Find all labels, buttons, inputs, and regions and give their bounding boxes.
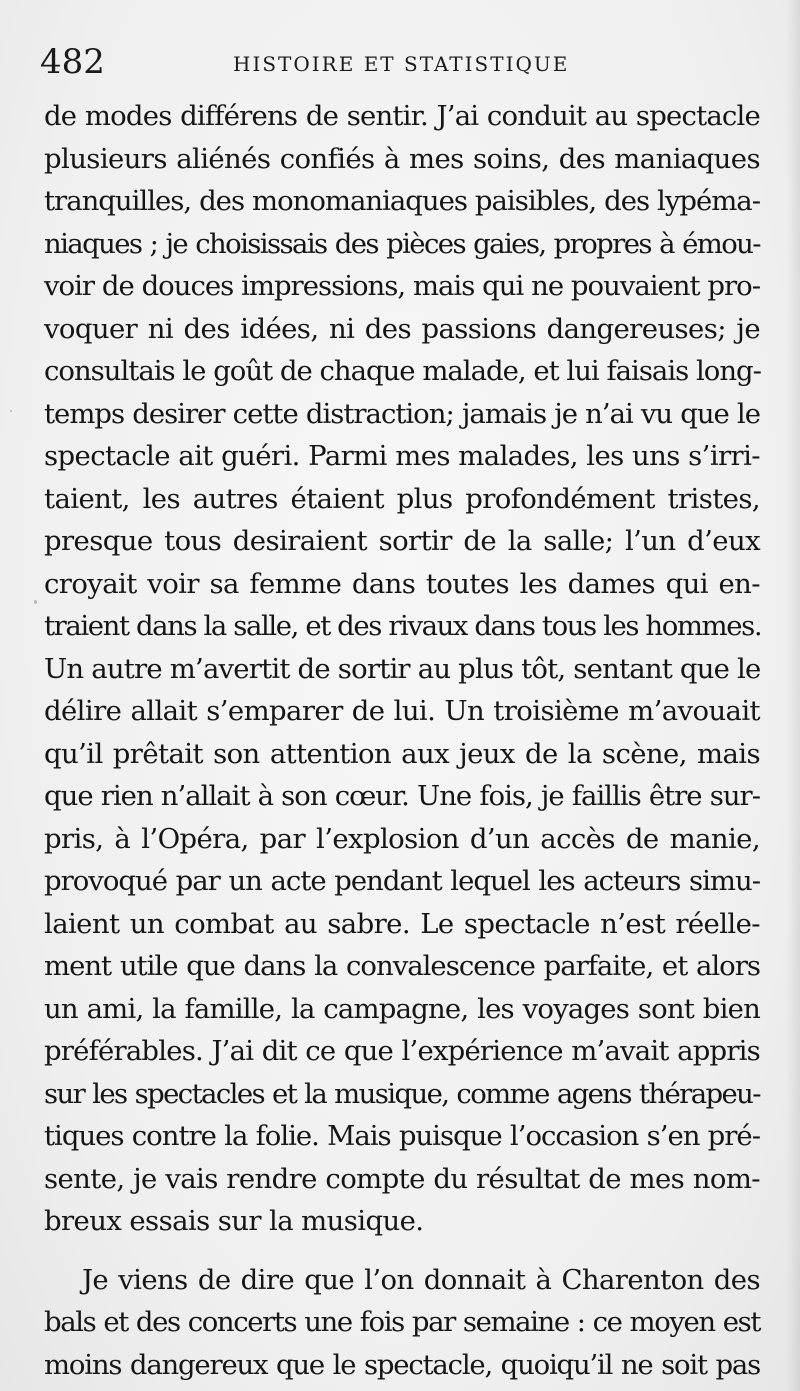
text-line: délire allait s’emparer de lui. Un troisième m’avouait: [44, 695, 760, 727]
paragraph: [44, 1259, 760, 1387]
page-header: [40, 42, 770, 82]
text-line: presque tous desiraient sortir de la salle; l’un d’eux: [44, 525, 760, 557]
text-line: breux essais sur la musique.: [44, 1205, 424, 1237]
text-line: voquer ni des idées, ni des passions dangereuses; je: [44, 312, 760, 345]
text-line: temps desirer cette distraction; jamais je n’ai vu que le: [44, 397, 760, 430]
text-line: niaques ; je choisissais des pièces gaies, propres à émou-: [44, 227, 760, 260]
text-line: de modes différens de sentir. J’ai conduit au spectacle: [44, 100, 760, 132]
text-line: plusieurs aliénés confiés à mes soins, des maniaques: [44, 142, 760, 175]
text-line: Un autre m’avertit de sortir au plus tôt, sentant que le: [44, 652, 761, 685]
text-line: qu’il prêtait son attention aux jeux de la scène, mais: [44, 737, 760, 770]
text-line: sente, je vais rendre compte du résultat de mes nom-: [44, 1162, 760, 1195]
paragraph: [44, 95, 760, 1243]
text-line: taient, les autres étaient plus profondément tristes,: [44, 482, 760, 515]
paper-speck: [418, 1330, 420, 1332]
text-line: moins dangereux que le spectacle, quoiqu’il ne soit pas: [44, 1348, 760, 1381]
paper-speck: [34, 600, 37, 604]
text-line: spectacle ait guéri. Parmi mes malades, les uns s’irri-: [44, 440, 760, 472]
running-head: HISTOIRE ET STATISTIQUE: [233, 52, 570, 76]
text-line: consultais le goût de chaque malade, et lui faisais long-: [44, 355, 761, 387]
paragraph-break: [44, 1243, 760, 1259]
text-line: pris, à l’Opéra, par l’explosion d’un accès de manie,: [44, 822, 760, 855]
text-line: croyait voir sa femme dans toutes les dames qui en-: [44, 567, 760, 600]
text-line: traient dans la salle, et des rivaux dans tous les hommes.: [44, 610, 762, 642]
text-line: Je viens de dire que l’on donnait à Charenton des: [82, 1263, 760, 1296]
text-line: sur les spectacles et la musique, comme agens thérapeu-: [44, 1077, 760, 1110]
text-line: bals et des concerts une fois par semaine : ce moyen est: [44, 1306, 760, 1338]
text-line: que rien n’allait à son cœur. Une fois, je faillis être sur-: [44, 780, 760, 812]
text-line: laient un combat au sabre. Le spectacle n’est réelle-: [44, 907, 760, 940]
text-line: tiques contre la folie. Mais puisque l’occasion s’en pré-: [44, 1120, 760, 1152]
text-line: préférables. J’ai dit ce que l’expérience m’avait appris: [44, 1035, 760, 1067]
page-gutter-shadow: [786, 0, 800, 1391]
page-number: 482: [40, 42, 105, 82]
body-text: [44, 95, 760, 1386]
text-line: voir de douces impressions, mais qui ne pouvaient pro-: [44, 270, 760, 302]
text-line: ment utile que dans la convalescence parfaite, et alors: [44, 950, 760, 982]
text-line: un ami, la famille, la campagne, les voyages sont bien: [44, 992, 760, 1025]
paper-speck: [10, 410, 12, 412]
text-line: tranquilles, des monomaniaques paisibles, des lypéma-: [44, 185, 760, 217]
text-line: provoqué par un acte pendant lequel les acteurs simu-: [44, 865, 760, 897]
